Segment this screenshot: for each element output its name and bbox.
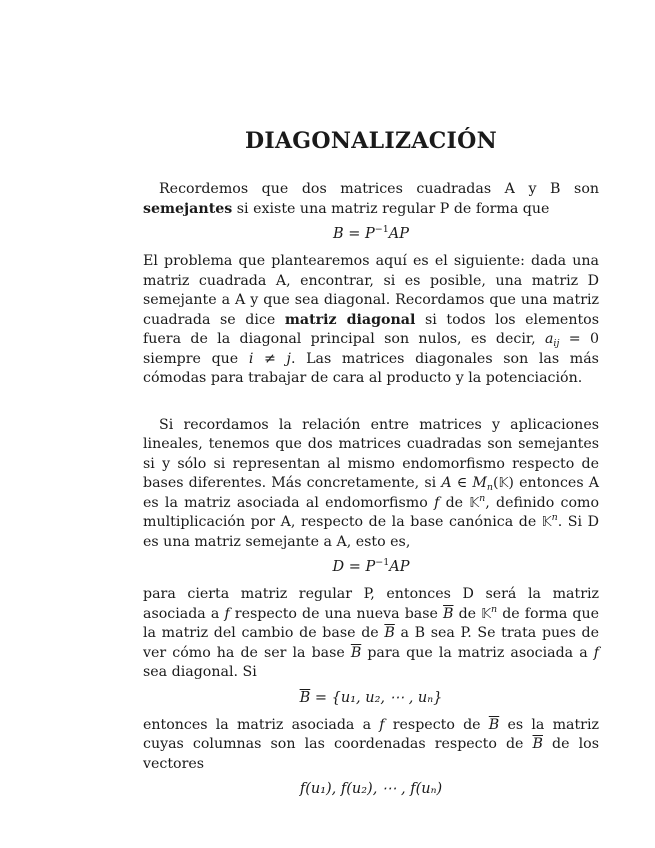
equation-basis-set: $\overline{B} = \{u_1$, u₂, ⋯ , uₙ} [299, 689, 443, 706]
paragraph-endomorphism: Si recordamos la relación entre matrices y aplicaciones lineales, tenemos que dos matrices cuadradas son semejantes si y sólo si representan al mismo endomorfismo respecto de bases diferentes. Más concretamente, si A ∈ $M_n(𝕂)$ entonces A es la matriz asociada al endomorfismo f de 𝕂$^n$, definido como multiplicación por A, respecto de la base canónica de 𝕂$^n$. Si D es una matriz semejante a A, esto es, [143, 416, 600, 550]
equation-b-similarity: $B = P^{-1}AP$ [332, 224, 410, 242]
paragraph-columns: entonces la matriz asociada a f respecto de $\overline{B}$ es la matriz cuyas columnas son las coordenadas respecto de $\overline{B}$ de los vectores [143, 716, 599, 772]
term-semejantes: semejantes [143, 200, 233, 217]
term-matriz-diagonal: matriz diagonal [284, 311, 416, 328]
equation-d-similarity: $D = P^{-1}AP$ [332, 557, 410, 575]
document-page [143, 128, 599, 807]
paragraph-problem: El problema que plantearemos aquí es el siguiente: dada una matriz cuadrada A, encontrar, si es posible, una matriz D semejante a A y que sea diagonal. Recordamos que una matriz cuadrada se dice matriz diagonal si todos los elementos fuera de la diagonal principal son nulos, es decir, $a_{ij} = 0$ siempre que i ≠ j. Las matrices diagonales son las más cómodas para trabajar de cara al producto y la potenciación. [143, 253, 599, 386]
page-title: DIAGONALIZACIÓN [244, 128, 498, 154]
paragraph-new-basis: para cierta matriz regular P, entonces D será la matriz asociada a f respecto de una nueva base $\overline{B}$ de 𝕂$^n$ de forma que la matriz del cambio de base de $\overline{B}$ a B sea P. Se trata pues de ver cómo ha de ser la base $\overline{B}$ para que la matriz asociada a f sea diagonal. Si [143, 586, 600, 680]
paragraph-semejantes: Recordemos que dos matrices cuadradas A y B son semejantes si existe una matriz regular P de forma que [143, 181, 599, 217]
equation-image-vectors: f(u₁), f(u₂), ⋯ , f(uₙ) [299, 781, 443, 797]
